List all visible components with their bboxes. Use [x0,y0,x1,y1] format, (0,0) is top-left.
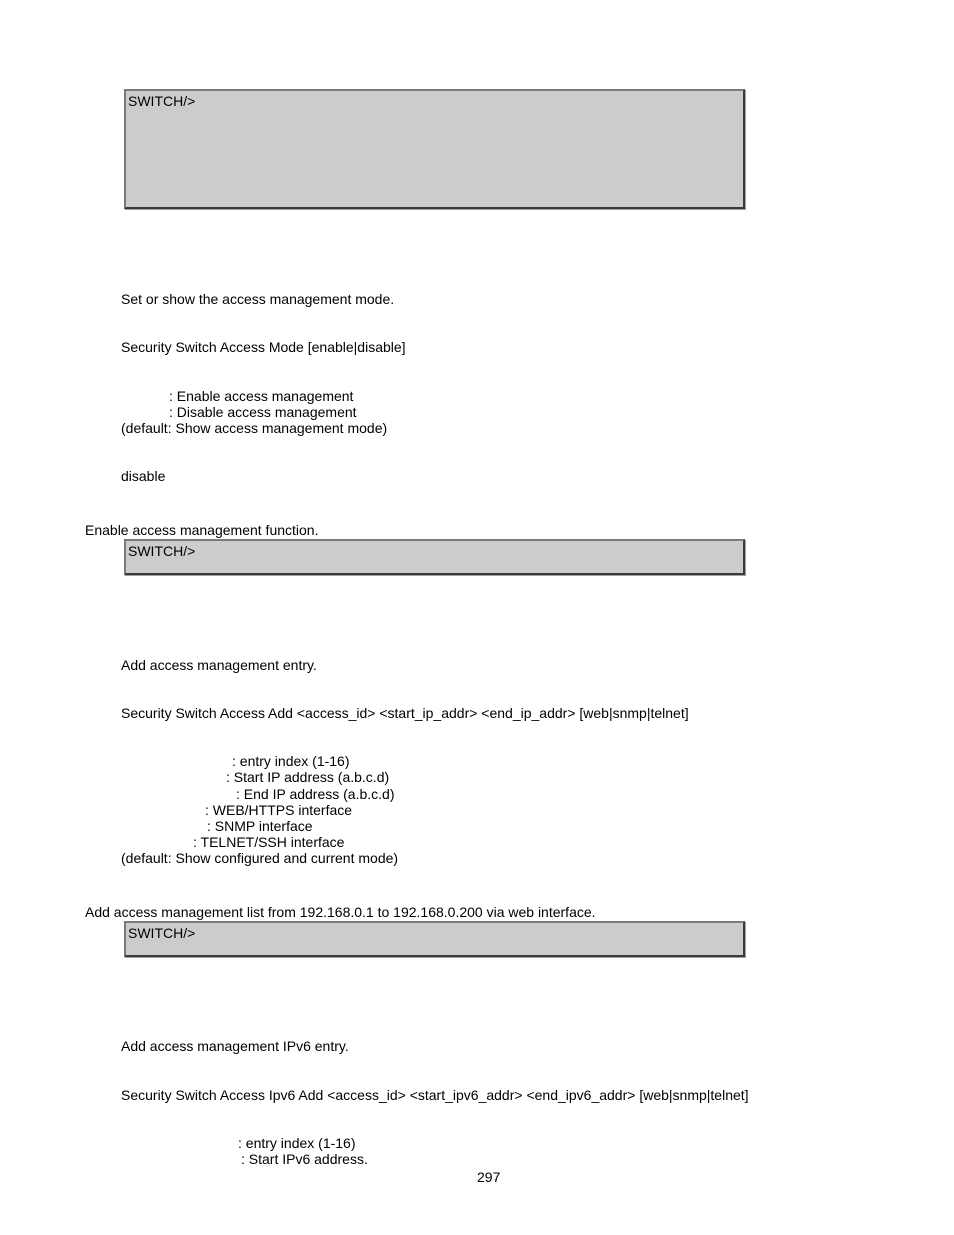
ipv6-description: Add access management IPv6 entry. [121,1038,349,1054]
ipv6-param-access-id: : entry index (1-16) [238,1135,356,1151]
mode-default-value: disable [121,468,166,484]
add-example-caption: Add access management list from 192.168.0.1 to 192.168.0.200 via web interface. [85,904,596,920]
mode-param-disable: : Disable access management [169,404,357,420]
add-example-box [124,921,745,957]
mode-param-enable: : Enable access management [169,388,354,404]
add-param-end-ip: : End IP address (a.b.c.d) [236,786,395,802]
mode-syntax: Security Switch Access Mode [enable|disable] [121,339,406,355]
ipv6-param-start-ipv6: : Start IPv6 address. [241,1151,368,1167]
cli-prompt: SWITCH/> [128,543,196,559]
cli-prompt: SWITCH/> [128,925,196,941]
add-syntax: Security Switch Access Add <access_id> <start_ip_addr> <end_ip_addr> [web|snmp|telnet] [121,705,689,721]
mode-example-caption: Enable access management function. [85,522,319,538]
add-param-telnet: : TELNET/SSH interface [193,834,345,850]
add-param-default: (default: Show configured and current mode) [121,850,399,866]
mode-param-default: (default: Show access management mode) [121,420,388,436]
add-param-snmp: : SNMP interface [207,818,313,834]
add-description: Add access management entry. [121,657,317,673]
add-param-web: : WEB/HTTPS interface [205,802,353,818]
mode-example-box [124,539,745,575]
cli-prompt: SWITCH/> [128,93,196,109]
mode-description: Set or show the access management mode. [121,291,395,307]
add-param-start-ip: : Start IP address (a.b.c.d) [226,769,390,785]
page-number: 297 [477,1169,501,1185]
add-param-access-id: : entry index (1-16) [232,753,350,769]
ipv6-syntax: Security Switch Access Ipv6 Add <access_id> <start_ipv6_addr> <end_ipv6_addr> [web|snmp|telnet] [121,1087,749,1103]
command-output-box [124,89,745,209]
